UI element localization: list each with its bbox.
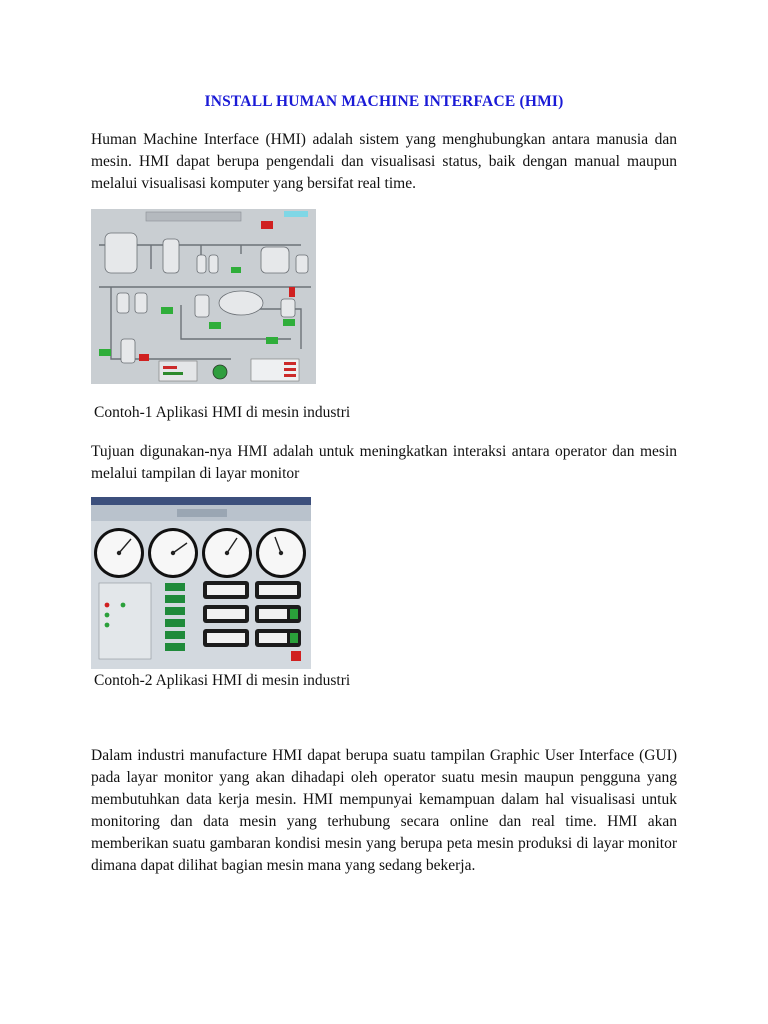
- page-title: INSTALL HUMAN MACHINE INTERFACE (HMI): [204, 93, 564, 110]
- description-paragraph: Dalam industri manufacture HMI dapat berupa suatu tampilan Graphic User Interface (GUI) pada layar monitor yang akan dihadapi oleh operator suatu mesin maupun pengguna yang membutuhkan data kerja mesin. HMI mempunyai kemampuan dalam hal visualisasi untuk monitoring dan data mesin yang terhubung secara online dan real time. HMI akan memberikan suatu gambaran kondisi mesin yang berupa peta mesin produksi di layar monitor dimana dapat dilihat bagian mesin mana yang sedang bekerja.: [91, 747, 677, 874]
- intro-paragraph: Human Machine Interface (HMI) adalah sistem yang menghubungkan antara manusia dan mesin. HMI dapat berupa pengendali dan visualisasi status, baik dengan manual maupun melalui visualisasi komputer yang bersifat real time.: [91, 131, 677, 192]
- purpose-paragraph: Tujuan digunakan-nya HMI adalah untuk meningkatkan interaksi antara operator dan mesin melalui tampilan di layar monitor: [91, 443, 677, 482]
- hmi-example-2-image: [91, 497, 311, 669]
- hmi-example-1-image: [91, 209, 316, 384]
- figure-2-caption: Contoh-2 Aplikasi HMI di mesin industri: [94, 672, 351, 689]
- figure-1-caption: Contoh-1 Aplikasi HMI di mesin industri: [94, 404, 351, 421]
